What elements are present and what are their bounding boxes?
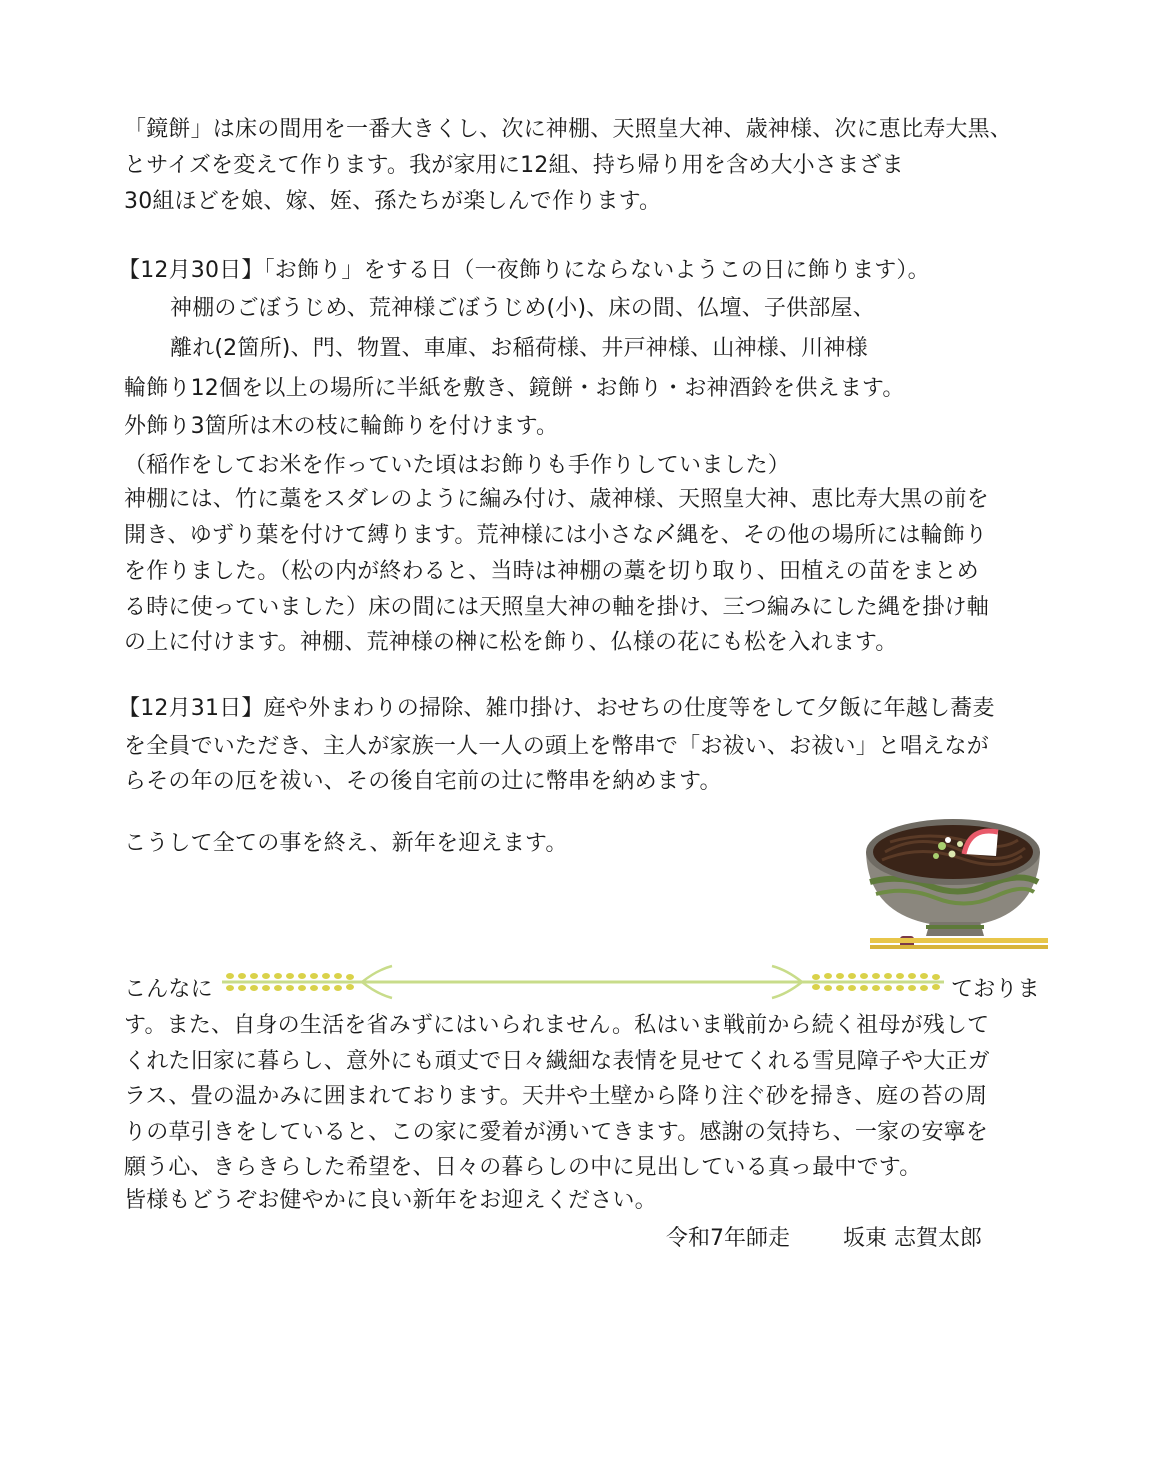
- dec30-body-1: 輪飾り12個を以上の場所に半紙を敷き、鏡餅・お飾り・お神酒鈴を供えます。: [124, 376, 905, 401]
- message-line-5: 願う心、きらきらした希望を、日々の暮らしの中に見出している真っ最中です。: [124, 1155, 922, 1180]
- intro-line-2: とサイズを変えて作ります。我が家用に12組、持ち帰り用を含め大小さまざま: [124, 153, 904, 178]
- dec30-body-2: 外飾り3箇所は木の枝に輪飾りを付けます。: [124, 414, 559, 439]
- closing-text: こうして全ての事を終え、新年を迎えます。: [124, 831, 568, 856]
- dec30-body-6: を作りました。（松の内が終わると、当時は神棚の藁を切り取り、田植えの苗をまとめ: [124, 559, 979, 584]
- message-end: ておりま: [951, 977, 1040, 1002]
- dec30-body-8: の上に付けます。神棚、荒神様の榊に松を飾り、仏様の花にも松を入れます。: [124, 630, 898, 655]
- dec30-heading: 【12月30日】「お飾り」をする日（一夜飾りにならないようこの日に飾ります）。: [118, 258, 930, 283]
- dec30-body-7: る時に使っていました）床の間には天照皇大神の軸を掛け、三つ編みにした縄を掛け軸: [124, 595, 989, 620]
- dec31-line-2: を全員でいただき、主人が家族一人一人の頭上を幣串で「お祓い、お祓い」と唱えなが: [124, 734, 989, 759]
- dec30-places-2: 離れ(2箇所)、門、物置、車庫、お稲荷様、井戸神様、山神様、川神様: [170, 336, 868, 361]
- intro-line-1: 「鏡餅」は床の間用を一番大きくし、次に神棚、天照皇大神、歳神様、次に恵比寿大黒、: [124, 117, 1013, 142]
- dec30-body-5: 開き、ゆずり葉を付けて縛ります。荒神様には小さな〆縄を、その他の場所には輪飾り: [124, 523, 988, 548]
- dec31-line-1: 【12月31日】庭や外まわりの掃除、雑巾掛け、おせちの仕度等をして夕飯に年越し蕎麦: [118, 696, 995, 721]
- message-line-4: りの草引きをしていると、この家に愛着が湧いてきます。感謝の気持ち、一家の安寧を: [124, 1120, 989, 1145]
- message-line-6: 皆様もどうぞお健やかに良い新年をお迎えください。: [124, 1188, 657, 1213]
- message-line-2: くれた旧家に暮らし、意外にも頑丈で日々繊細な表情を見せてくれる雪見障子や大正ガ: [124, 1049, 990, 1074]
- signature-date: 令和7年師走: [666, 1226, 790, 1251]
- dec31-line-3: らその年の厄を祓い、その後自宅前の辻に幣串を納めます。: [124, 769, 722, 794]
- dec30-body-4: 神棚には、竹に藁をスダレのように編み付け、歳神様、天照皇大神、恵比寿大黒の前を: [124, 487, 989, 512]
- message-start: こんなに: [124, 977, 213, 1002]
- soba-bowl-icon: [860, 812, 1050, 961]
- intro-line-3: 30組ほどを娘、嫁、姪、孫たちが楽しんで作ります。: [124, 189, 662, 214]
- message-line-3: ラス、畳の温かみに囲まれております。天井や土壁から降り注ぐ砂を掃き、庭の苔の周: [124, 1084, 988, 1109]
- message-line-1: す。また、自身の生活を省みずにはいられません。私はいま戦前から続く祖母が残して: [124, 1013, 990, 1038]
- signature-author: 坂東 志賀太郎: [843, 1226, 982, 1251]
- dec30-body-3: （稲作をしてお米を作っていた頃はお飾りも手作りしていました）: [124, 453, 791, 478]
- rice-vine-divider-icon: [222, 964, 944, 1004]
- dec30-places-1: 神棚のごぼうじめ、荒神様ごぼうじめ(小)、床の間、仏壇、子供部屋、: [170, 296, 875, 321]
